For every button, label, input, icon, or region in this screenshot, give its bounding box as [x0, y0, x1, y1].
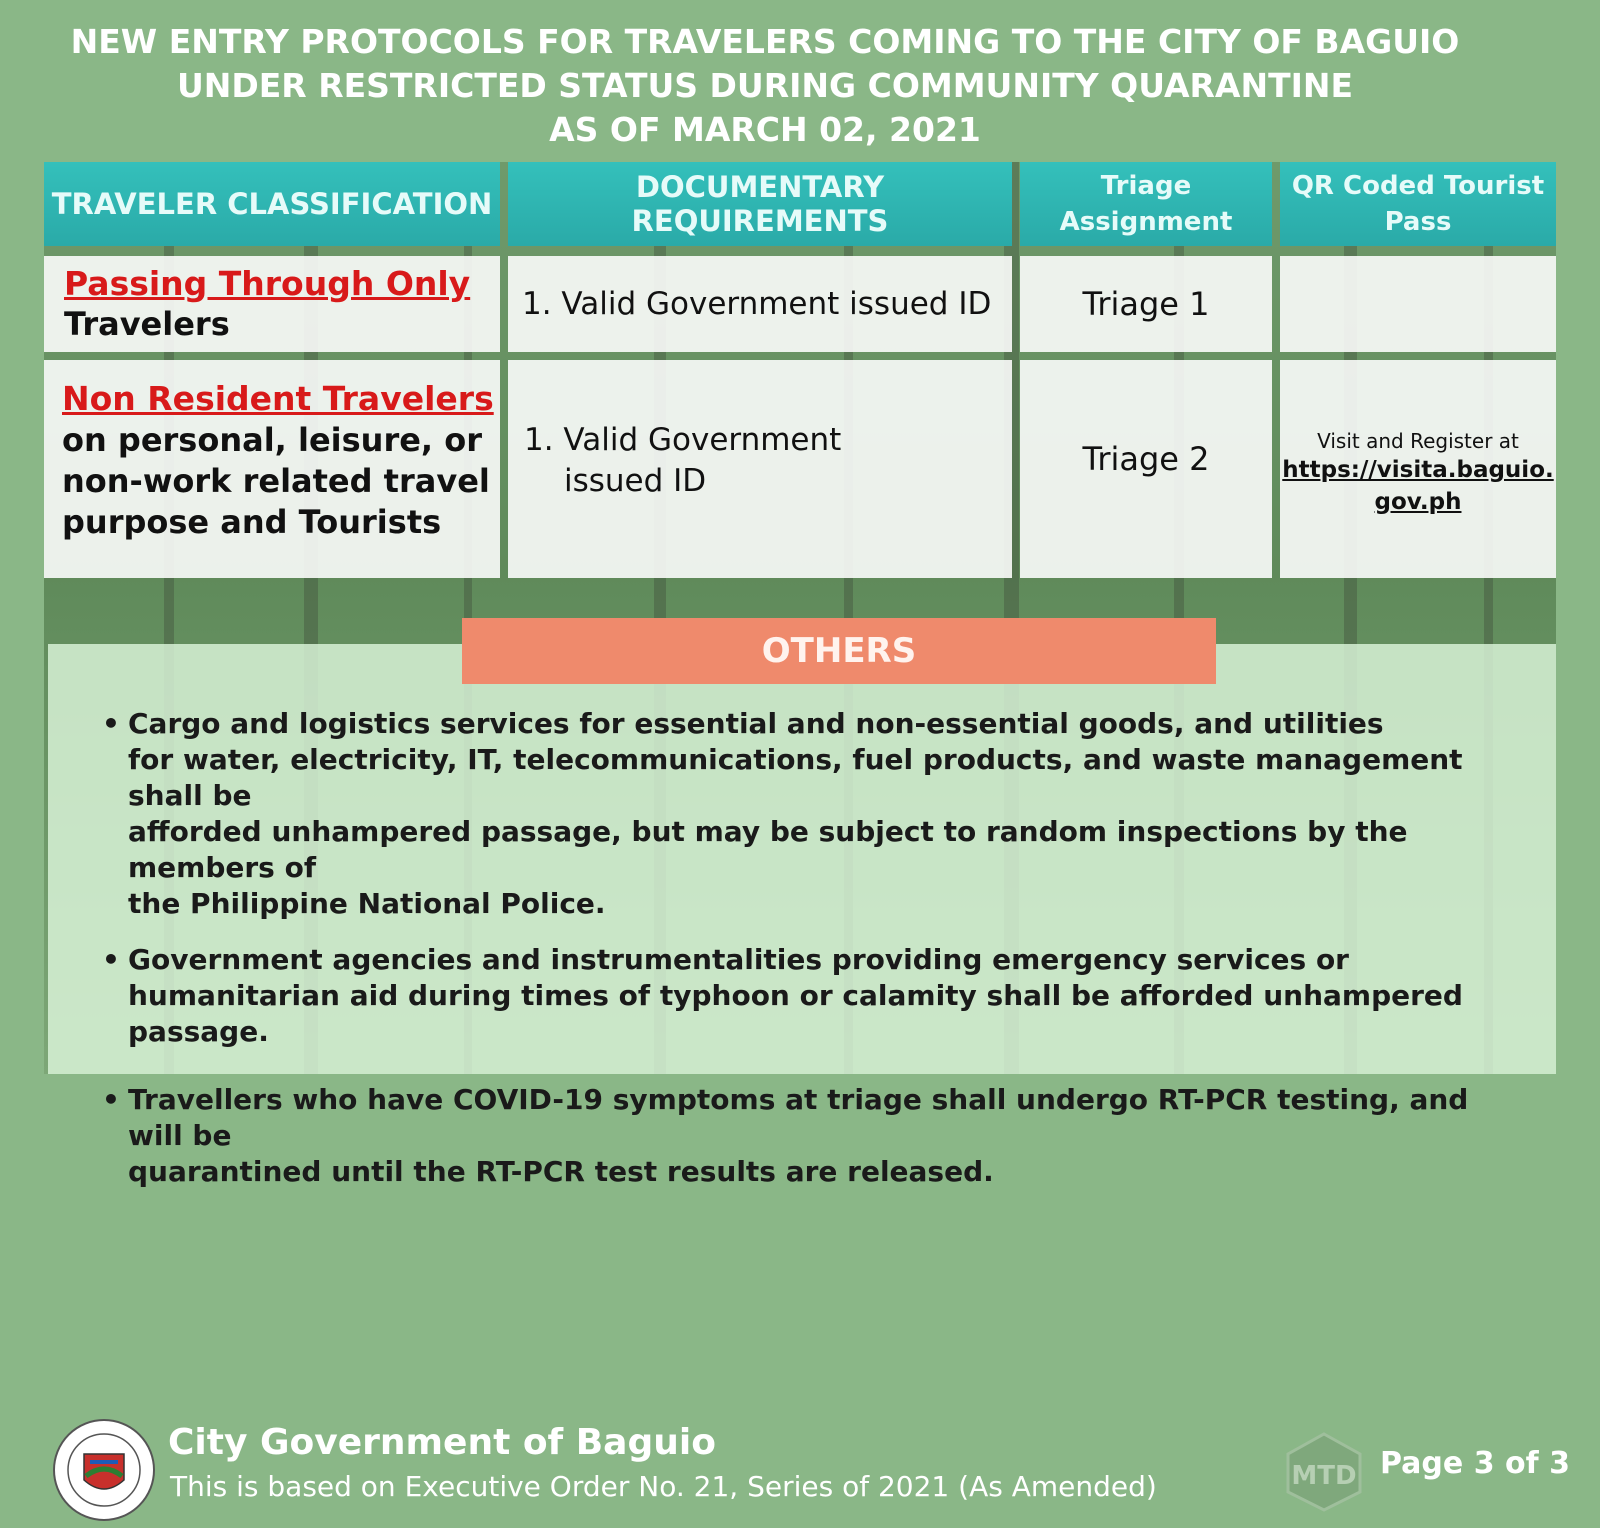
title-line-1: NEW ENTRY PROTOCOLS FOR TRAVELERS COMING TO THE CITY OF BAGUIO [70, 22, 1460, 61]
table-row-2-classification: Non Resident Travelers on personal, leisure, or non-work related travel purpose and Tourists [44, 360, 500, 578]
others-list [100, 706, 1530, 1210]
header-traveler-classification: TRAVELER CLASSIFICATION [44, 162, 500, 246]
table-row-1-triage: Triage 1 [1020, 256, 1272, 352]
table-row-2-triage: Triage 2 [1020, 360, 1272, 578]
visita-link-cont[interactable]: gov.ph [1374, 489, 1462, 515]
city-seal-icon [52, 1418, 156, 1522]
footer-basis: This is based on Executive Order No. 21, Series of 2021 (As Amended) [170, 1470, 1157, 1503]
bullet-icon: • [102, 1083, 120, 1116]
table-row-2-requirement: 1. Valid Government issued ID [508, 360, 1012, 578]
title-line-3: AS OF MARCH 02, 2021 [549, 110, 981, 149]
mtd-logo-icon [1282, 1430, 1366, 1514]
table-row-2-qr: Visit and Register at https://visita.baguio. gov.ph [1280, 360, 1556, 578]
logo-text: MTD [1291, 1461, 1357, 1491]
list-item: • Government agencies and instrumentalities providing emergency services or humanitarian aid during times of typhoon or calamity shall be afforded unhampered passage. [102, 943, 1463, 1048]
header-documentary-requirements: DOCUMENTARY REQUIREMENTS [508, 162, 1012, 246]
page-title [0, 20, 1530, 152]
table-row-1-requirement: 1. Valid Government issued ID [508, 256, 1012, 352]
header-qr-tourist-pass: QR Coded Tourist Pass [1280, 162, 1556, 246]
header-triage-assignment: Triage Assignment [1020, 162, 1272, 246]
page-indicator: Page 3 of 3 [1380, 1446, 1570, 1481]
others-heading: OTHERS [462, 618, 1216, 684]
title-line-2: UNDER RESTRICTED STATUS DURING COMMUNITY QUARANTINE [176, 66, 1354, 105]
list-item: • Cargo and logistics services for essential and non-essential goods, and utilities for water, electricity, IT, telecommunications, fuel products, and waste management shall be afforded unhampered passage, but may be subject to random inspections by the members of the Philippine National Police. [102, 707, 1463, 920]
bullet-icon: • [102, 943, 120, 976]
list-item: • Travellers who have COVID-19 symptoms at triage shall undergo RT-PCR testing, and will be quarantined until the RT-PCR test results are released. [102, 1083, 1469, 1188]
table-row-1-classification: Passing Through Only Travelers [44, 256, 500, 352]
table-row-1-qr [1280, 256, 1556, 352]
bullet-icon: • [102, 707, 120, 740]
visita-link[interactable]: https://visita.baguio. [1282, 457, 1554, 483]
footer-org: City Government of Baguio [168, 1422, 716, 1463]
